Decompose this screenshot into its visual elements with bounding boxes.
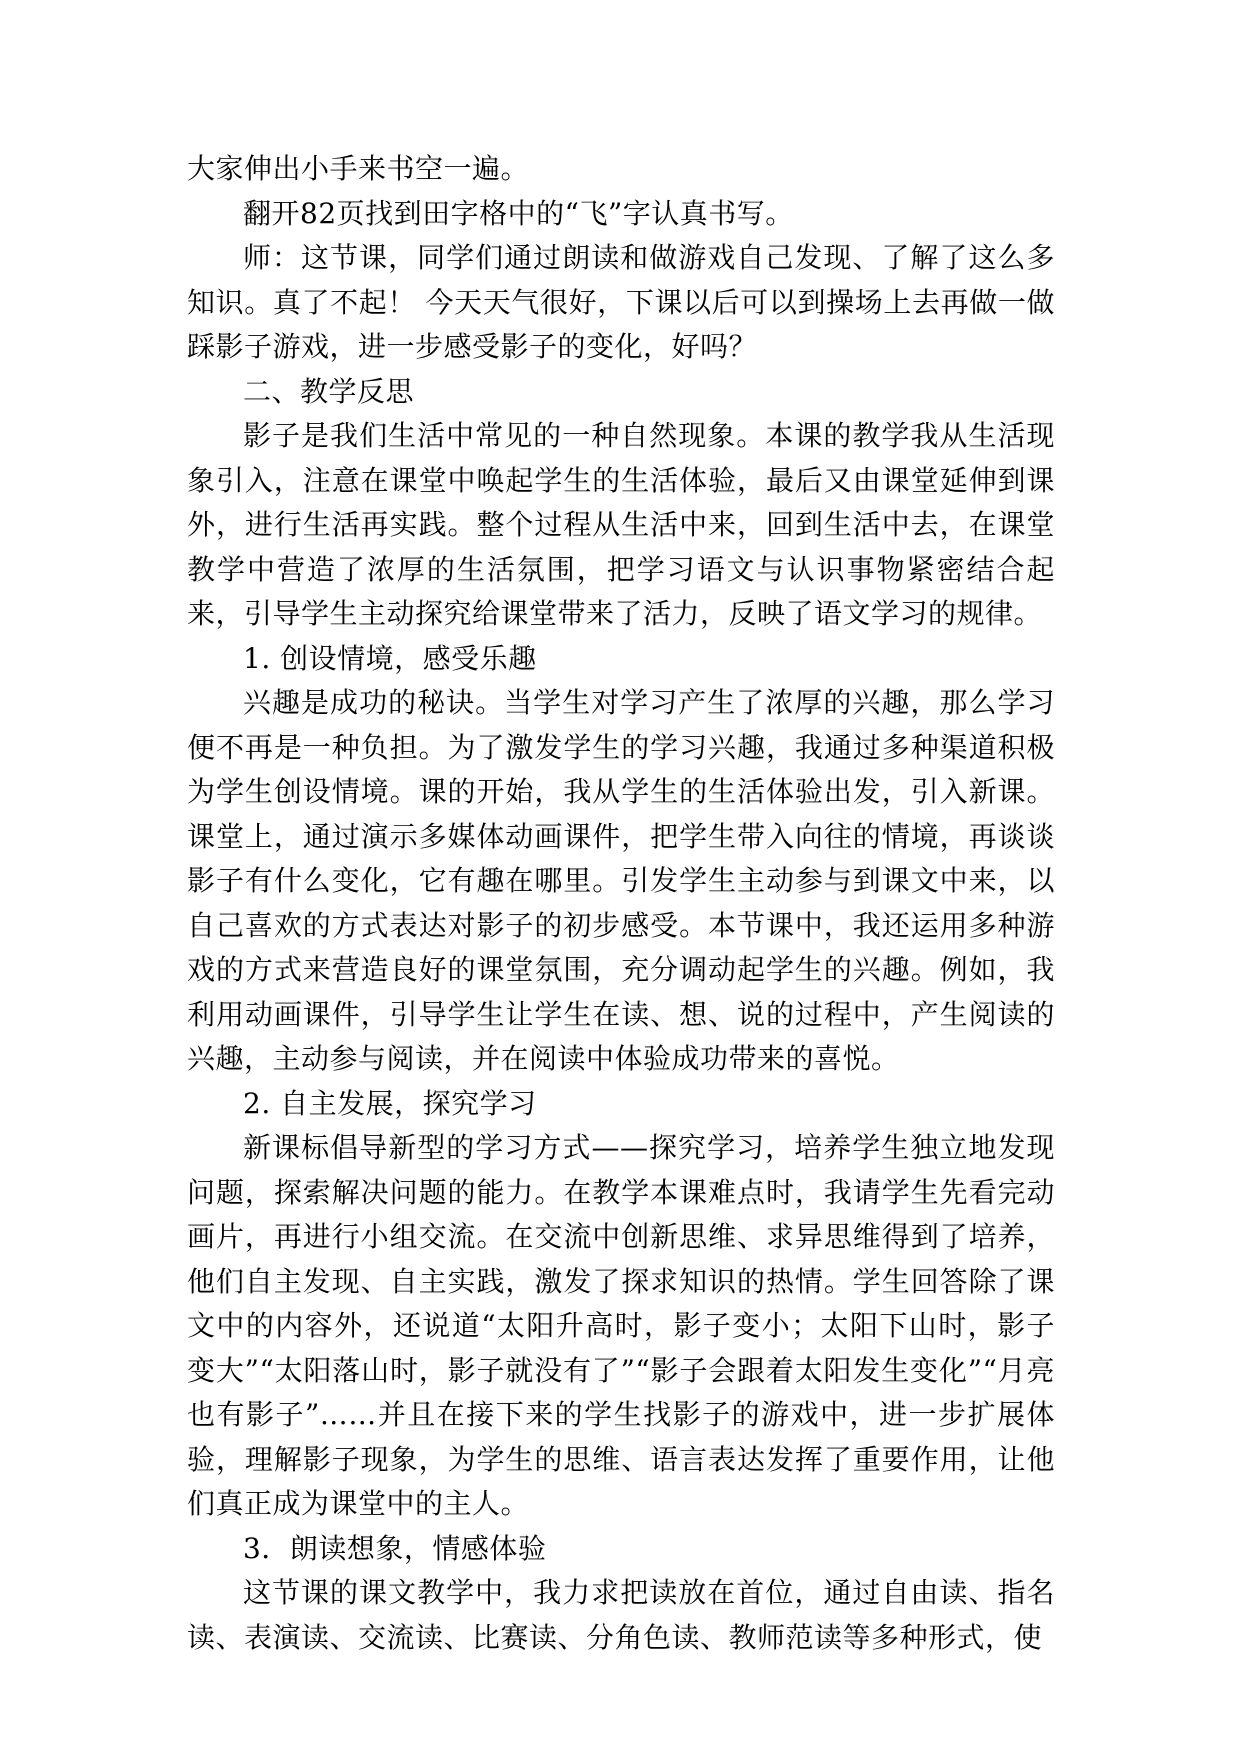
- section-heading-teaching-reflection: 二、教学反思: [243, 374, 415, 408]
- paragraph-writing-in-air: 大家伸出小手来书空一遍。: [187, 152, 530, 185]
- paragraph-open-page-82: 翻开82页找到田字格中的“飞”字认真书写。: [243, 196, 794, 230]
- paragraph-reflection-intro: 影子是我们生活中常见的一种自然现象。本课的教学我从生活现象引入，注意在课堂中唤起学生的生活体验，最后又由课堂延伸到课外，进行生活再实践。整个过程从生活中来，回到生活中去，在课堂教学中营造了浓厚的生活氛围，把学习语文与认识事物紧密结合起来，引导学生主动探究给课堂带来了活力，反映了语文学习的规律。: [187, 419, 1055, 630]
- subheading-create-situation: 1. 创设情境，感受乐趣: [243, 641, 537, 675]
- paragraph-reading-first: 这节课的课文教学中，我力求把读放在首位，通过自由读、指名读、表演读、交流读、比赛读、分角色读、教师范读等多种形式，使: [187, 1576, 1055, 1654]
- document-page: [187, 147, 1055, 1660]
- paragraph-teacher-summary: 师：这节课，同学们通过朗读和做游戏自己发现、了解了这么多知识。真了不起！ 今天天气很好，下课以后可以到操场上去再做一做踩影子游戏，进一步感受影子的变化，好吗？: [187, 241, 1055, 363]
- subheading-reading-imagination: 3．朗读想象，情感体验: [243, 1531, 547, 1565]
- subheading-independent-development: 2. 自主发展，探究学习: [243, 1086, 537, 1120]
- paragraph-interest: 兴趣是成功的秘诀。当学生对学习产生了浓厚的兴趣，那么学习便不再是一种负担。为了激发学生的学习兴趣，我通过多种渠道积极为学生创设情境。课的开始，我从学生的生活体验出发，引入新课。课堂上，通过演示多媒体动画课件，把学生带入向往的情境，再谈谈影子有什么变化，它有趣在哪里。引发学生主动参与到课文中来，以自己喜欢的方式表达对影子的初步感受。本节课中，我还运用多种游戏的方式来营造良好的课堂氛围，充分调动起学生的兴趣。例如，我利用动画课件，引导学生让学生在读、想、说的过程中，产生阅读的兴趣，主动参与阅读，并在阅读中体验成功带来的喜悦。: [187, 686, 1055, 1075]
- paragraph-inquiry-learning: 新课标倡导新型的学习方式——探究学习，培养学生独立地发现问题，探索解决问题的能力。在教学本课难点时，我请学生先看完动画片，再进行小组交流。在交流中创新思维、求异思维得到了培养，他们自主发现、自主实践，激发了探求知识的热情。学生回答除了课文中的内容外，还说道“太阳升高时，影子变小；太阳下山时，影子变大”“太阳落山时，影子就没有了”“影子会跟着太阳发生变化”“月亮也有影子”……并且在接下来的学生找影子的游戏中，进一步扩展体验，理解影子现象，为学生的思维、语言表达发挥了重要作用，让他们真正成为课堂中的主人。: [187, 1131, 1055, 1520]
